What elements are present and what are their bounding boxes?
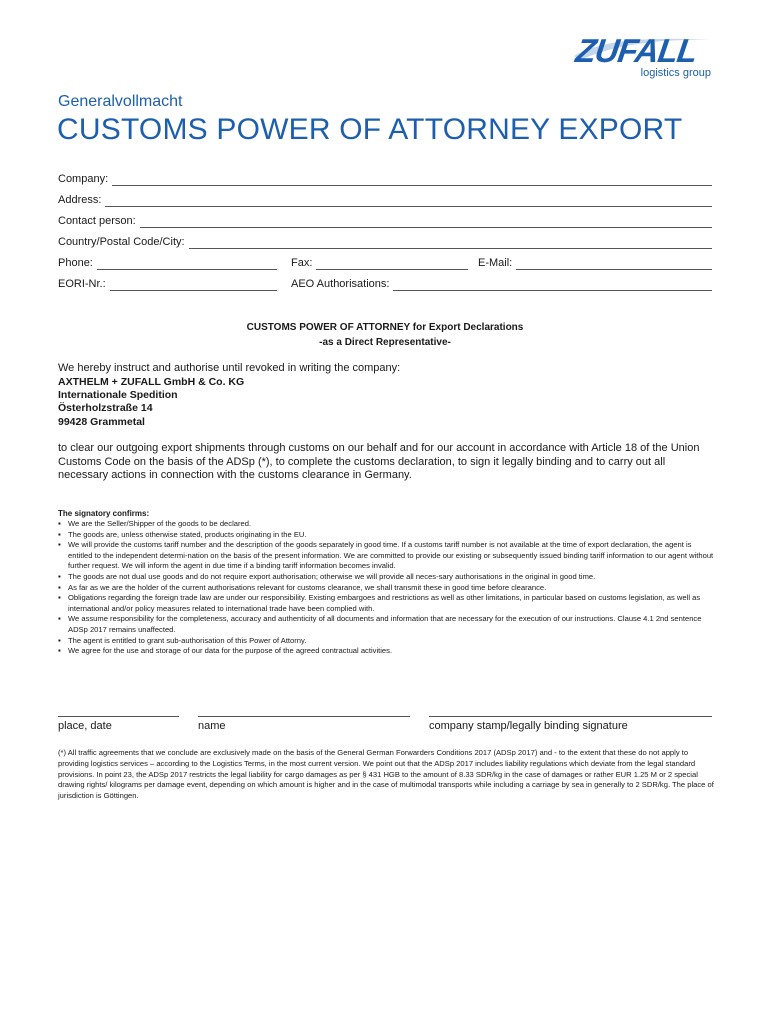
logo-tagline: logistics group [640,67,711,79]
contact-person-input-line[interactable] [140,215,712,228]
list-item: ▪ Obligations regarding the foreign trade law are under our responsibility. Existing embargoes and restrictions as well as other limitations, in particular based on customs legislation, as well as international and/or policy measures related to international trade have been complied with. [58,593,718,614]
eori-label: EORI-Nr.: [58,278,106,290]
eori-input-line[interactable] [110,278,277,291]
company-logo [570,32,715,80]
list-item: ▪ We agree for the use and storage of our data for the purpose of the agreed contractual activities. [58,646,718,657]
agent-address-line: Österholzstraße 14 [58,402,153,415]
stamp-signature-line[interactable] [429,715,712,717]
fax-field[interactable] [291,257,468,270]
country-input-line[interactable] [189,236,712,249]
document-subtitle: Generalvollmacht [58,93,183,110]
list-item: ▪ The goods are not dual use goods and do not require export authorisation; otherwise we will provide all neces-sary authorisations in the original in good time. [58,572,718,583]
country-label: Country/Postal Code/City: [58,236,185,248]
company-input-line[interactable] [112,173,712,186]
footnote: (*) All traffic agreements that we conclude are exclusively made on the basis of the General German Forwarders Conditions 2017 (ADSp 2017) and - to the extent that these do not apply to providing logistics services – according to the Logistics Terms, in the most current version. We point out that the ADSp 2017 includes liability regulations which deviate from the legal standard provisions. In point 23, the ADSp 2017 restricts the legal liability for cargo damages as per § 431 HGB to the amount of 8.33 SDR/kg in the case of damages or rather EUR 1.25 M or 2 special drawing rights/ kilograms per damage event, depending on which amount is higher and in the case of multimodal transports while including a carriage by sea in generally to 2 SDR/kg. The place of jurisdiction is Göttingen. [58,748,714,801]
company-label: Company: [58,173,109,185]
document-title: CUSTOMS POWER OF ATTORNEY EXPORT [57,113,683,146]
address-label: Address: [58,194,102,206]
fax-input-line[interactable] [316,257,468,270]
logo-wordmark: ZUFALL [573,32,700,69]
list-item: ▪ We are the Seller/Shipper of the goods to be declared. [58,519,718,530]
country-field[interactable] [58,236,712,249]
aeo-input-line[interactable] [393,278,712,291]
list-item: ▪ We assume responsibility for the completeness, accuracy and authenticity of all documents and information that are necessary for the execution of our instructions. Clause 4.1 2nd sentence ADSp 2017 remains unaffected. [58,614,718,635]
aeo-label: AEO Authorisations: [291,278,390,290]
place-date-label: place, date [58,720,112,732]
confirms-title: The signatory confirms: [58,509,150,518]
section-heading: CUSTOMS POWER OF ATTORNEY for Export Declarations [246,322,524,333]
mandate-paragraph: to clear our outgoing export shipments through customs on our behalf and for our account in accordance with Article 18 of the Union Customs Code on the basis of the ADSp (*), to complete the customs declaration, to sign it legally binding and to carry out all necessary actions in connection with the customs clearance in Germany. [58,442,700,482]
fax-label: Fax: [291,257,313,269]
contact-person-label: Contact person: [58,215,136,227]
name-label: name [198,720,226,732]
agent-address-line: Internationale Spedition [58,389,178,402]
intro-text: We hereby instruct and authorise until revoked in writing the company: [58,362,401,374]
contact-person-field[interactable] [58,215,712,228]
phone-input-line[interactable] [97,257,277,270]
agent-address-line: 99428 Grammetal [58,415,145,428]
address-input-line[interactable] [105,194,712,207]
email-input-line[interactable] [516,257,712,270]
address-field[interactable] [58,194,712,207]
agent-address [58,376,244,429]
list-item: ▪ The agent is entitled to grant sub-authorisation of this Power of Attorny. [58,636,718,647]
list-item: ▪ The goods are, unless otherwise stated, products originating in the EU. [58,530,718,541]
company-field[interactable] [58,173,712,186]
list-item: ▪ We will provide the customs tariff number and the description of the goods separately in good time. If a customs tariff number is not available at the time of export declaration, the agent is entitled to the independent determi-nation on the basis of the present information. We are committed to provide our existing or subsequently issued binding tariff information to our agent without further request. We will inform the agent in due time if a binding tariff information becomes invalid. [58,540,718,572]
agent-address-line: AXTHELM + ZUFALL GmbH & Co. KG [58,376,245,388]
confirms-list [58,519,718,657]
place-date-signature-line[interactable] [58,715,179,717]
section-subheading: -as a Direct Representative- [319,337,451,348]
stamp-label: company stamp/legally binding signature [429,720,628,732]
phone-label: Phone: [58,257,93,269]
list-item: ▪ As far as we are the holder of the current authorisations relevant for customs clearance, we shall transmit these in good time before clearance. [58,583,718,594]
aeo-field[interactable] [291,278,712,291]
phone-field[interactable] [58,257,277,270]
email-field[interactable] [478,257,712,270]
eori-field[interactable] [58,278,277,291]
email-label: E-Mail: [478,257,513,269]
name-signature-line[interactable] [198,715,410,717]
